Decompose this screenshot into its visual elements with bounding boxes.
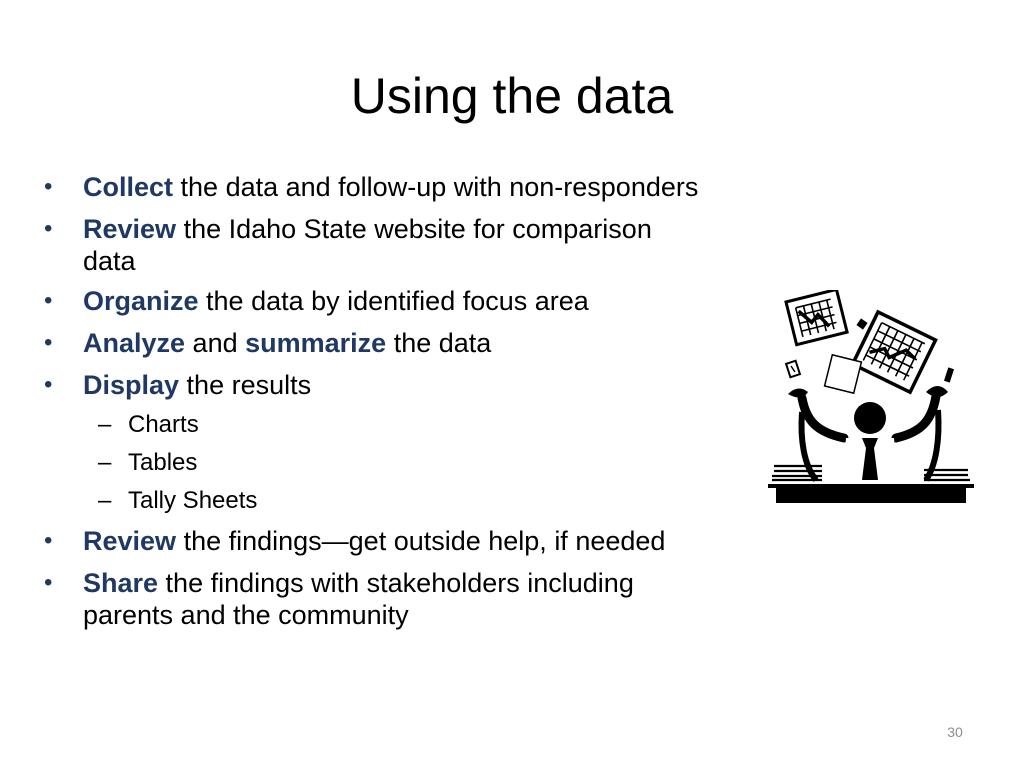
bullet-keyword: Analyze xyxy=(83,328,186,358)
bullet-organize xyxy=(44,284,804,318)
bullet-text: the Idaho State website for comparison xyxy=(176,214,652,244)
bullet-text: the findings—get outside help, if needed xyxy=(176,526,666,556)
bullet-dot-icon: • xyxy=(44,329,53,356)
sub-bullet-tables xyxy=(44,448,804,478)
bullet-text: the findings with stakeholders including xyxy=(158,568,634,598)
dash-icon: – xyxy=(98,449,112,476)
bullet-text: the data xyxy=(386,328,492,358)
bullet-text: the results xyxy=(179,370,312,400)
bullet-keyword: Collect xyxy=(83,172,174,202)
bullet-review-state xyxy=(44,212,783,276)
sub-bullet-text: Tally Sheets xyxy=(128,487,258,514)
dash-icon: – xyxy=(98,411,112,438)
bullet-dot-icon: • xyxy=(44,569,53,596)
sub-bullet-text: Tables xyxy=(128,449,198,476)
sub-bullet-tally-sheets xyxy=(44,486,804,516)
sub-bullet-text: Charts xyxy=(128,411,199,438)
bullet-collect xyxy=(44,170,804,204)
dash-icon: – xyxy=(98,487,112,514)
sub-bullet-group xyxy=(44,410,804,516)
bullet-keyword: Display xyxy=(83,370,180,400)
chart-sheet-left-icon xyxy=(786,290,847,345)
sub-bullet-list xyxy=(44,410,804,516)
bullet-dot-icon: • xyxy=(44,173,53,200)
bullet-keyword: Review xyxy=(83,526,177,556)
bullet-continuation: data xyxy=(83,246,136,276)
bullet-dot-icon: • xyxy=(44,371,53,398)
bullet-analyze xyxy=(44,326,804,360)
bullet-list xyxy=(44,170,804,638)
bullet-continuation: parents and the community xyxy=(83,600,409,630)
bullet-text-middle: and xyxy=(185,328,246,358)
bullet-dot-icon: • xyxy=(44,287,53,314)
page-number: 30 xyxy=(947,724,963,740)
slide-title: Using the data xyxy=(350,68,674,124)
bullet-dot-icon: • xyxy=(44,215,53,242)
bullet-text: the data and follow-up with non-responders xyxy=(173,172,699,202)
bullet-keyword: Organize xyxy=(83,286,199,316)
bullet-dot-icon: • xyxy=(44,527,53,554)
person-juggling-charts-icon xyxy=(766,290,976,505)
bullet-keyword: Review xyxy=(83,214,177,244)
bullet-share xyxy=(44,566,783,630)
bullet-keyword-2: summarize xyxy=(245,328,387,358)
bullet-review-findings xyxy=(44,524,804,558)
bullet-keyword: Share xyxy=(83,568,159,598)
sub-bullet-charts xyxy=(44,410,804,440)
bullet-text: the data by identified focus area xyxy=(198,286,589,316)
bullet-display xyxy=(44,368,804,402)
